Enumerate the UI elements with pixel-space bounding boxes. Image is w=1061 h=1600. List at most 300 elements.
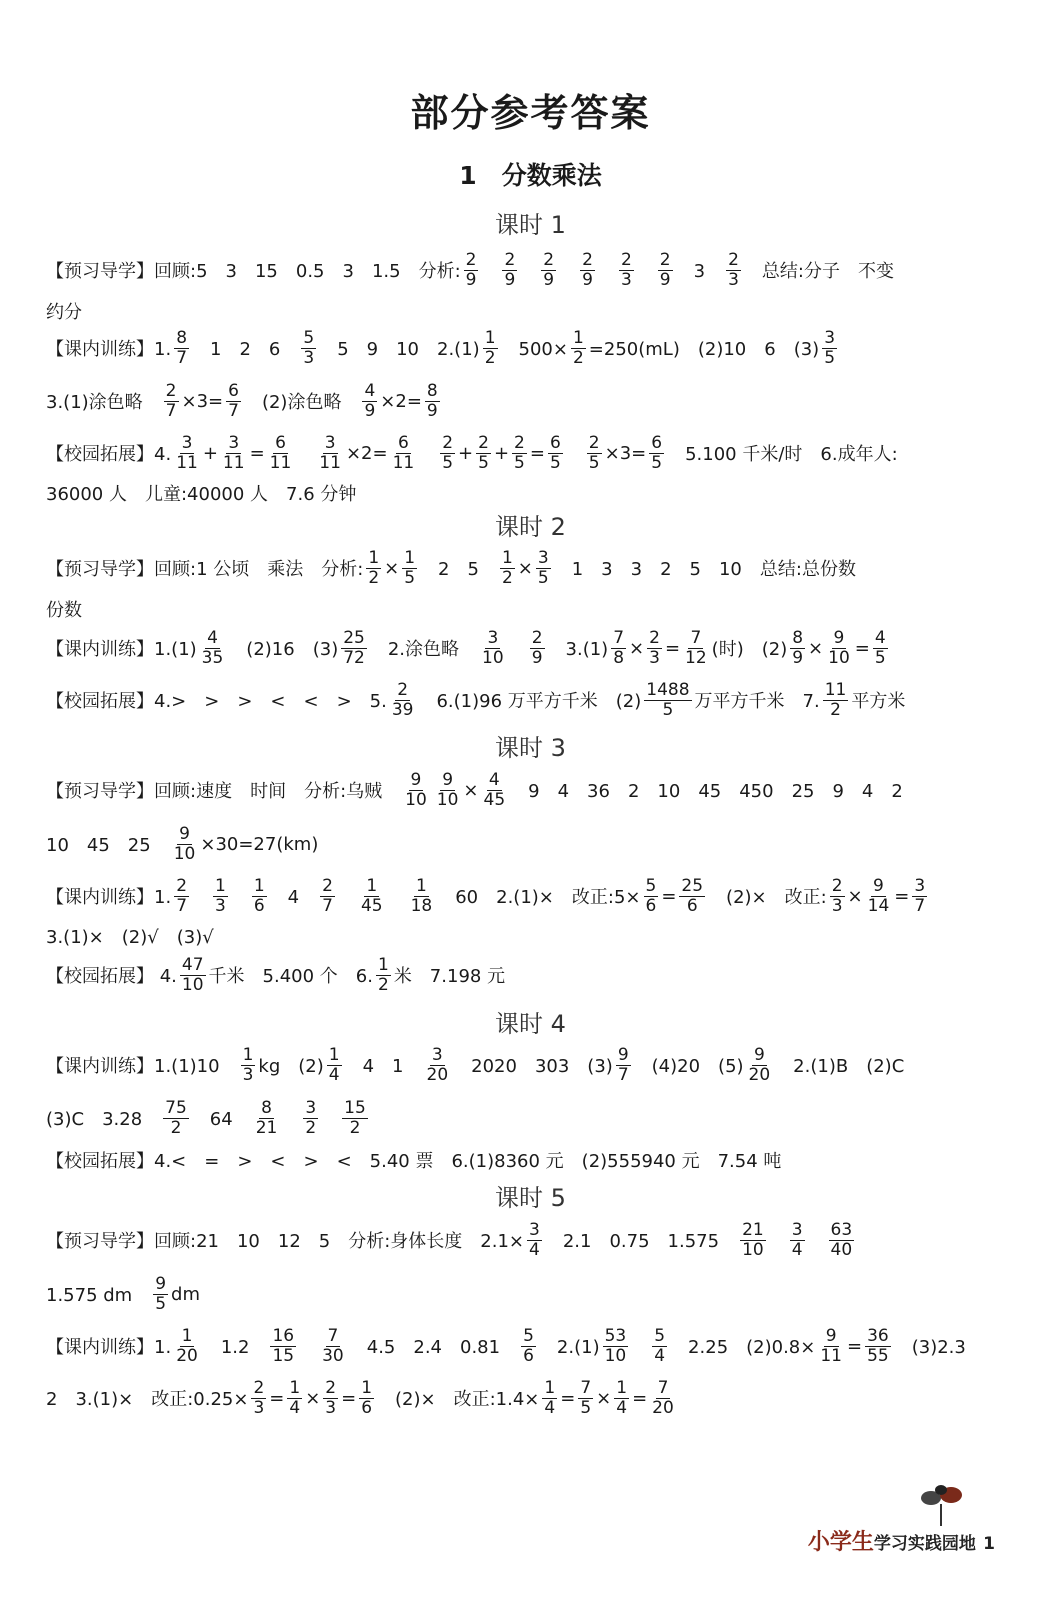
answer-text: 【课内训练】1.: [46, 887, 172, 908]
answer-text: (2)涂色略: [243, 392, 360, 413]
fraction-denominator: 20: [426, 1064, 449, 1085]
fraction-denominator: 4: [289, 1397, 301, 1418]
answer-text: 【校园拓展】4.< = > < > < 5.40 票 6.(1)8360 元 (2)555940 元 7.54 吨: [46, 1151, 782, 1172]
fraction-numerator: 1: [215, 875, 226, 896]
answer-text: ×3=: [181, 390, 224, 412]
answer-text: [388, 883, 406, 909]
fraction-numerator: 9: [155, 1273, 167, 1294]
fraction-denominator: 5: [651, 452, 663, 473]
fraction-numerator: 3: [181, 432, 193, 453]
fraction: [818, 1327, 844, 1366]
fraction-denominator: 45: [360, 895, 383, 916]
answer-text: [192, 883, 210, 909]
answer-text: (2)× 改正:: [708, 887, 827, 908]
fraction-numerator: 75: [165, 1097, 187, 1118]
answer-line: [46, 876, 1021, 916]
lesson-title: 课时 2: [495, 513, 566, 541]
fraction: [425, 382, 440, 421]
answer-text: =: [661, 885, 677, 907]
fraction-denominator: 9: [582, 269, 593, 290]
fraction-numerator: 1: [253, 875, 265, 896]
fraction-denominator: 11: [820, 1345, 842, 1366]
fraction-numerator: 2: [176, 875, 188, 896]
fraction: [873, 629, 888, 668]
fraction: [652, 1327, 667, 1366]
fraction-numerator: 5: [303, 327, 315, 348]
fraction: [301, 329, 316, 368]
fraction-numerator: 7: [580, 1377, 592, 1398]
answer-text: =: [632, 1387, 648, 1409]
answer-text: +: [493, 442, 510, 464]
fraction: [180, 956, 206, 995]
fraction-numerator: 1: [181, 1325, 193, 1346]
answer-line: [46, 381, 1021, 421]
answer-text: 1 2 6: [192, 339, 299, 360]
fraction-denominator: 3: [728, 269, 739, 290]
answer-line: [46, 1378, 1021, 1418]
fraction: [829, 1221, 855, 1260]
footer: [808, 1525, 995, 1556]
fraction: [480, 629, 506, 668]
answer-text: 2 3.(1)× 改正:0.25×: [46, 1389, 249, 1410]
fraction-numerator: 6: [397, 432, 409, 453]
fraction-numerator: 1: [572, 327, 584, 348]
answer-text: 【预习导学】回顾:5 3 15 0.5 3 1.5 分析:: [46, 261, 461, 282]
fraction-denominator: 3: [325, 1397, 337, 1418]
fraction-denominator: 5: [874, 647, 886, 668]
lesson-title: 课时 1: [495, 211, 566, 239]
fraction-denominator: 55: [867, 1345, 889, 1366]
answer-text: [559, 257, 577, 283]
fraction: [830, 877, 845, 916]
answer-text: 5 9 10 2.(1): [319, 339, 480, 360]
fraction: [359, 877, 385, 916]
fraction-denominator: 7: [165, 400, 177, 421]
fraction-denominator: 2: [377, 974, 389, 995]
answer-line: [46, 433, 1021, 473]
fraction: [320, 877, 335, 916]
fraction-numerator: 11: [824, 679, 847, 700]
answer-text: 3.(1)涂色略: [46, 392, 161, 413]
answer-text: =250(mL) (2)10 6 (3): [588, 339, 820, 360]
fraction: [616, 1046, 631, 1085]
fraction-numerator: 3: [431, 1044, 443, 1065]
answer-text: [520, 257, 538, 283]
fraction-numerator: 9: [179, 823, 190, 844]
fraction-denominator: 2: [501, 567, 513, 588]
answer-text: (2)× 改正:1.4×: [377, 1389, 540, 1410]
fraction: [619, 251, 634, 290]
fraction-numerator: 7: [613, 627, 625, 648]
answer-line: [46, 548, 1021, 588]
fraction-numerator: 3: [914, 875, 926, 896]
lesson-title: 课时 5: [495, 1184, 566, 1212]
fraction-numerator: 3: [305, 1097, 317, 1118]
fraction-denominator: 9: [504, 269, 516, 290]
fraction: [580, 251, 595, 290]
answer-text: 【预习导学】回顾:1 公顷 乘法 分析:: [46, 559, 364, 580]
fraction-numerator: 21: [742, 1219, 764, 1240]
fraction: [683, 629, 709, 668]
answer-text: 500×: [500, 339, 568, 360]
fraction-numerator: 5: [645, 875, 657, 896]
page-title: 部分参考答案: [410, 91, 651, 135]
fraction: [658, 251, 673, 290]
answer-line: [46, 628, 1021, 668]
fraction: [200, 629, 226, 668]
fraction: [542, 1379, 557, 1418]
fraction: [603, 1327, 629, 1366]
fraction-numerator: 1: [616, 1377, 628, 1398]
answer-text: ×: [596, 1387, 612, 1409]
answer-text: 【校园拓展】4.: [46, 444, 172, 465]
answer-text: 【预习导学】回顾:速度 时间 分析:乌贼: [46, 781, 401, 802]
fraction: [482, 771, 508, 810]
plant-icon: [911, 1482, 971, 1528]
fraction: [500, 549, 515, 588]
answer-text: [321, 1105, 339, 1131]
answer-text: dm: [171, 1283, 201, 1305]
answer-text: [631, 1333, 649, 1359]
fraction-denominator: 2: [305, 1117, 317, 1138]
answer-text: ×30=27(km): [200, 833, 319, 855]
fraction: [317, 434, 343, 473]
fraction-numerator: 2: [620, 249, 632, 270]
answer-text: 60 2.(1)× 改正:5×: [437, 887, 641, 908]
answer-text: kg (2): [258, 1056, 324, 1077]
fraction: [527, 1221, 542, 1260]
fraction-numerator: 1: [366, 875, 378, 896]
fraction-denominator: 7: [228, 400, 239, 421]
fraction: [587, 434, 602, 473]
fraction-denominator: 72: [343, 647, 365, 668]
fraction-numerator: 8: [792, 627, 804, 648]
fraction-denominator: 6: [523, 1345, 534, 1366]
answer-text: 2.(1): [538, 1337, 600, 1358]
answer-line: [46, 1045, 1021, 1085]
fraction: [644, 877, 659, 916]
fraction-denominator: 4: [791, 1239, 803, 1260]
fraction-numerator: 2: [442, 432, 454, 453]
answer-text: ×: [517, 557, 533, 579]
fraction-numerator: 9: [442, 769, 454, 790]
fraction: [268, 434, 294, 473]
fraction: [254, 1099, 280, 1138]
fraction-denominator: 2: [830, 699, 841, 720]
fraction: [342, 1099, 368, 1138]
answer-text: [637, 257, 655, 283]
answer-text: (2)16 (3): [228, 639, 339, 660]
fraction: [409, 877, 435, 916]
answer-text: =: [269, 1387, 285, 1409]
fraction-numerator: 2: [659, 249, 671, 270]
fraction-numerator: 7: [657, 1377, 669, 1398]
answer-text: [231, 883, 249, 909]
fraction-numerator: 1: [484, 327, 496, 348]
answer-text: 【课内训练】1.: [46, 1337, 172, 1358]
fraction-numerator: 5: [523, 1325, 534, 1346]
fraction-numerator: 2: [531, 627, 543, 648]
fraction: [790, 629, 805, 668]
fraction-denominator: 2: [368, 567, 380, 588]
answer-text: ×: [305, 1387, 321, 1409]
answer-line: [46, 1274, 1021, 1314]
fraction-denominator: 5: [404, 567, 416, 588]
fraction: [320, 1327, 346, 1366]
answer-text: 64: [191, 1109, 251, 1130]
fraction-numerator: 1: [501, 547, 513, 568]
fraction-numerator: 2: [397, 679, 409, 700]
fraction-denominator: 5: [549, 452, 561, 473]
fraction-numerator: 16: [272, 1325, 295, 1346]
answer-text: 2 5: [420, 559, 497, 580]
fraction: [303, 1099, 318, 1138]
fraction-denominator: 4: [544, 1397, 556, 1418]
fraction-numerator: 2: [728, 249, 739, 270]
fraction-numerator: 36: [867, 1325, 889, 1346]
answer-text: [419, 440, 437, 466]
fraction-denominator: 6: [645, 895, 657, 916]
fraction-numerator: 2: [504, 249, 516, 270]
answer-text: 万平方千米 7.: [694, 691, 820, 712]
fraction-numerator: 2: [325, 1377, 337, 1398]
fraction-numerator: 3: [529, 1219, 540, 1240]
fraction: [251, 1379, 266, 1418]
fraction: [440, 434, 455, 473]
answer-line: [46, 1326, 1021, 1366]
fraction-denominator: 7: [176, 347, 188, 368]
fraction-numerator: 3: [487, 627, 499, 648]
fraction-numerator: 6: [651, 432, 663, 453]
fraction: [221, 434, 247, 473]
fraction-numerator: 9: [873, 875, 884, 896]
fraction-numerator: 15: [344, 1097, 366, 1118]
fraction-denominator: 3: [831, 895, 843, 916]
fraction: [541, 251, 556, 290]
answer-text: 平方米: [851, 691, 906, 712]
fraction: [650, 1379, 676, 1418]
answer-text: =: [664, 637, 681, 659]
fraction-denominator: 5: [580, 1397, 592, 1418]
answer-text: ×: [847, 885, 863, 907]
answer-text: ×2=: [380, 390, 422, 412]
answer-text: 3: [675, 261, 724, 282]
fraction: [270, 1327, 296, 1366]
answer-text: 1.575 dm: [46, 1285, 151, 1306]
answer-line: [46, 824, 1021, 864]
answer-text: [338, 883, 356, 909]
fraction: [822, 329, 837, 368]
answer-text: [566, 440, 584, 466]
fraction-denominator: 7: [176, 895, 188, 916]
answer-text: 【校园拓展】 4.: [46, 966, 177, 987]
fraction-denominator: 11: [319, 452, 341, 473]
fraction-numerator: 8: [261, 1097, 272, 1118]
answer-text: (时) (2): [711, 639, 788, 660]
fraction: [476, 434, 491, 473]
fraction: [866, 877, 892, 916]
answer-text: 3.(1)× (2)√ (3)√: [46, 927, 214, 948]
fraction-denominator: 2: [349, 1117, 361, 1138]
fraction: [747, 1046, 773, 1085]
answer-text: 6.(1)96 万平方千米 (2): [418, 691, 642, 712]
fraction: [323, 1379, 338, 1418]
answer-line: [46, 328, 1021, 368]
fraction-denominator: 5: [478, 452, 489, 473]
answer-text: 2.涂色略: [369, 639, 478, 660]
answer-line: [46, 770, 1021, 810]
lesson-title: 课时 4: [495, 1010, 566, 1038]
fraction-denominator: 6: [253, 895, 265, 916]
fraction-denominator: 20: [652, 1397, 674, 1418]
answer-text: =: [249, 442, 265, 464]
fraction: [521, 1327, 536, 1366]
fraction: [435, 771, 461, 810]
answer-text: 总结:分子 不变: [743, 261, 894, 282]
fraction-denominator: 4: [529, 1239, 540, 1260]
answer-text: 10 45 25: [46, 835, 169, 856]
fraction-numerator: 2: [514, 432, 525, 453]
fraction-denominator: 9: [426, 400, 438, 421]
fraction-numerator: 3: [791, 1219, 803, 1240]
fraction: [366, 549, 381, 588]
answer-text: 1 3 3 2 5 10 总结:总份数: [553, 559, 856, 580]
fraction-numerator: 25: [681, 875, 704, 896]
answer-text: (3)C 3.28: [46, 1109, 161, 1130]
fraction: [287, 1379, 302, 1418]
fraction-denominator: 5: [514, 452, 525, 473]
fraction: [163, 1099, 189, 1138]
fraction-denominator: 9: [543, 269, 555, 290]
fraction-numerator: 2: [478, 432, 489, 453]
answer-line: [46, 589, 1021, 629]
fraction-numerator: 9: [753, 1044, 765, 1065]
fraction: [252, 877, 267, 916]
answer-line: [46, 473, 1021, 513]
answer-text: 2020 303 (3): [453, 1056, 613, 1077]
fraction-denominator: 10: [436, 789, 459, 810]
answer-text: 3.(1): [547, 639, 609, 660]
answer-text: =: [529, 442, 545, 464]
fraction-denominator: 11: [392, 452, 415, 473]
answer-text: [481, 257, 499, 283]
fraction-denominator: 10: [604, 1345, 627, 1366]
fraction-denominator: 5: [588, 452, 600, 473]
answer-text: 4.5 2.4 0.81: [348, 1337, 519, 1358]
answer-text: 【课内训练】1.(1)10: [46, 1056, 238, 1077]
fraction-denominator: 6: [361, 1397, 373, 1418]
fraction: [164, 382, 179, 421]
answer-text: 1.2: [202, 1337, 268, 1358]
fraction-numerator: 53: [604, 1325, 627, 1346]
answer-text: 【课内训练】1.: [46, 339, 172, 360]
fraction: [649, 434, 664, 473]
fraction-denominator: 9: [364, 400, 376, 421]
fraction: [726, 251, 741, 290]
fraction: [327, 1046, 342, 1085]
fraction-numerator: 47: [181, 954, 204, 975]
fraction-numerator: 7: [690, 627, 702, 648]
fraction-numerator: 2: [465, 249, 477, 270]
answer-text: ×: [629, 637, 645, 659]
fraction: [483, 329, 498, 368]
fraction: [359, 1379, 374, 1418]
answer-text: ×: [808, 637, 824, 659]
fraction: [614, 1379, 629, 1418]
answer-line: [46, 955, 1021, 995]
answer-text: [509, 635, 527, 661]
fraction-denominator: 8: [613, 647, 625, 668]
fraction: [362, 382, 377, 421]
fraction: [172, 825, 198, 864]
fraction: [213, 877, 228, 916]
fraction-denominator: 7: [322, 895, 333, 916]
answer-text: 5.100 千米/时 6.成年人:: [667, 444, 898, 465]
answer-line: [46, 250, 1021, 290]
fraction-denominator: 4: [654, 1345, 666, 1366]
answer-text: +: [202, 442, 218, 464]
answer-text: =: [894, 885, 910, 907]
fraction-numerator: 6: [228, 380, 239, 401]
fraction: [402, 549, 417, 588]
fraction: [644, 681, 691, 720]
fraction: [536, 549, 551, 588]
fraction-numerator: 1: [242, 1044, 254, 1065]
fraction-denominator: 10: [742, 1239, 764, 1260]
fraction-numerator: 25: [343, 627, 365, 648]
fraction-numerator: 9: [825, 1325, 837, 1346]
answer-text: [808, 1227, 826, 1253]
answer-text: (3)2.3: [893, 1337, 966, 1358]
fraction: [512, 434, 527, 473]
fraction-numerator: 1: [377, 954, 389, 975]
fraction-denominator: 2: [572, 347, 584, 368]
fraction: [502, 251, 517, 290]
fraction-denominator: 12: [685, 647, 707, 668]
fraction-numerator: 2: [831, 875, 843, 896]
fraction-denominator: 10: [173, 843, 196, 864]
fraction-numerator: 4: [364, 380, 376, 401]
fraction-denominator: 5: [537, 567, 549, 588]
fraction-denominator: 4: [616, 1397, 628, 1418]
fraction-numerator: 1488: [646, 679, 690, 700]
fraction-denominator: 9: [792, 647, 804, 668]
footer-brand: 小学生: [807, 1530, 874, 1555]
fraction-denominator: 3: [215, 895, 226, 916]
answer-text: [769, 1227, 787, 1253]
answer-text: =: [560, 1387, 576, 1409]
fraction-numerator: 3: [824, 327, 836, 348]
page-number: 1: [983, 1534, 995, 1554]
fraction: [174, 1327, 200, 1366]
fraction-numerator: 6: [549, 432, 561, 453]
answer-text: 4 1: [344, 1056, 422, 1077]
fraction: [341, 629, 367, 668]
fraction-denominator: 4: [328, 1064, 340, 1085]
fraction: [578, 1379, 593, 1418]
fraction: [530, 629, 545, 668]
answer-text: 2.1 0.75 1.575: [544, 1231, 738, 1252]
fraction-numerator: 2: [582, 249, 593, 270]
answer-text: 份数: [46, 600, 82, 621]
fraction: [376, 956, 391, 995]
answer-text: 2.(1)B (2)C: [775, 1056, 905, 1077]
answer-line: [46, 680, 1021, 720]
answer-text: 9 4 36 2 10 45 450 25 9 4 2: [510, 781, 903, 802]
fraction-numerator: 8: [426, 380, 438, 401]
fraction-numerator: 8: [176, 327, 188, 348]
fraction-denominator: 3: [620, 269, 632, 290]
